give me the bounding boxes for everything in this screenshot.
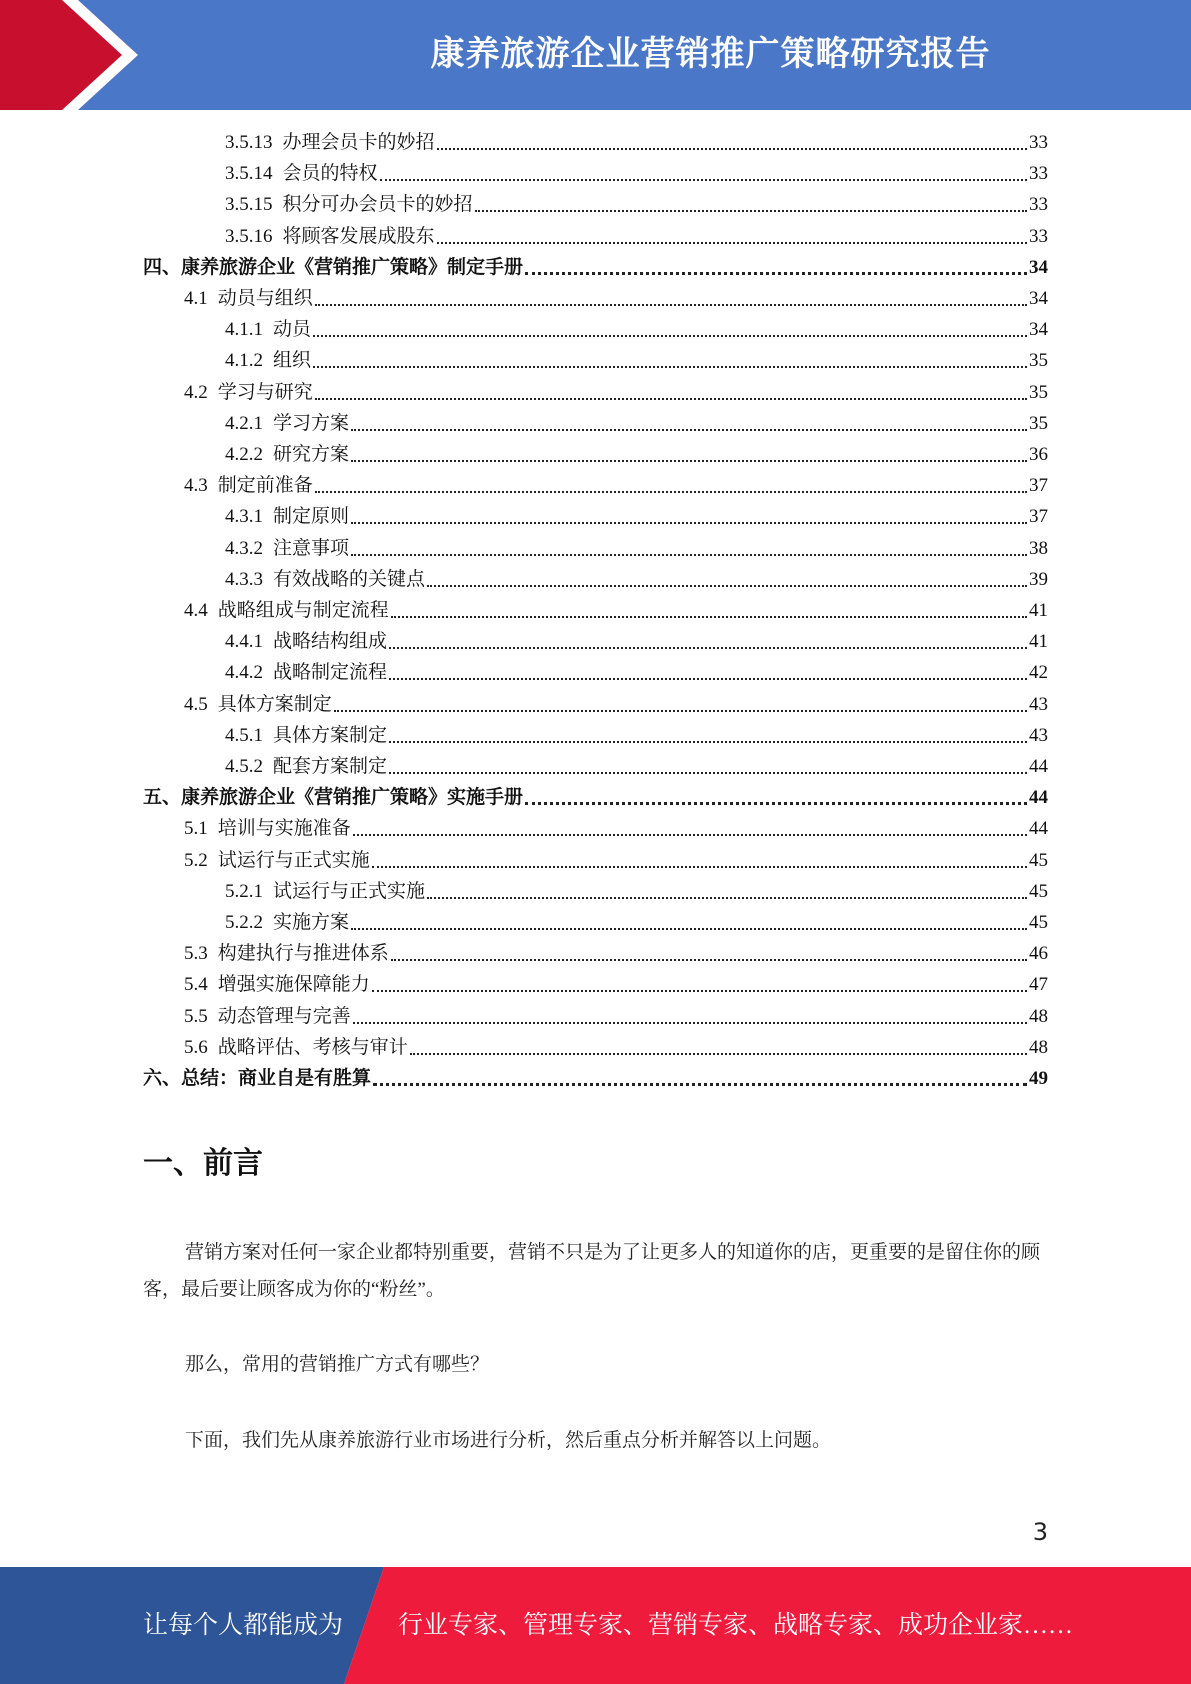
toc-entry-page: 37 [1029, 475, 1048, 497]
toc-entry-page: 43 [1029, 693, 1048, 715]
toc-dot-leader [315, 398, 1027, 400]
toc-entry[interactable] [225, 534, 1048, 562]
toc-entry-number: 4.2 [184, 381, 208, 403]
toc-dot-leader [391, 959, 1027, 961]
toc-entry-number: 3.5.16 [225, 225, 273, 247]
toc-entry[interactable] [184, 378, 1048, 406]
toc-entry-page: 36 [1029, 444, 1048, 465]
toc-entry-number: 4.4.1 [225, 631, 263, 653]
toc-entry[interactable] [184, 846, 1048, 874]
toc-entry-number: 5.2.1 [225, 880, 263, 902]
toc-entry[interactable] [225, 565, 1048, 593]
toc-entry-title: 战略制定流程 [273, 662, 388, 684]
toc-dot-leader [475, 210, 1027, 212]
toc-entry-page: 41 [1029, 631, 1048, 653]
toc-entry[interactable] [184, 596, 1048, 624]
header-chevron-graphic [0, 0, 160, 110]
toc-entry[interactable] [143, 1064, 1048, 1092]
toc-dot-leader [351, 928, 1027, 930]
toc-entry[interactable] [184, 939, 1048, 967]
toc-dot-leader [372, 990, 1027, 992]
toc-entry-page: 33 [1029, 163, 1048, 185]
toc-entry-number: 4.1.1 [225, 319, 263, 341]
toc-entry-page: 38 [1029, 537, 1048, 559]
toc-entry-title: 动员 [273, 319, 312, 341]
toc-dot-leader [351, 429, 1027, 431]
toc-entry-number: 3.5.15 [225, 194, 273, 216]
toc-entry-title: 制定前准备 [217, 475, 313, 497]
toc-dot-leader [313, 335, 1027, 337]
toc-entry[interactable] [143, 783, 1048, 811]
toc-entry-number: 4.3 [184, 475, 208, 497]
toc-entry-title: 配套方案制定 [273, 756, 388, 777]
document-title: 康养旅游企业营销推广策略研究报告 [430, 34, 991, 74]
toc-entry-page: 41 [1029, 600, 1048, 621]
toc-entry-number: 5.4 [184, 974, 208, 996]
toc-entry-number: 4.5 [184, 693, 208, 715]
toc-dot-leader [437, 242, 1027, 244]
toc-dot-leader [334, 710, 1027, 712]
toc-entry-number: 3.5.13 [225, 132, 273, 153]
toc-entry-number: 4.5.2 [225, 756, 263, 777]
toc-entry-page: 44 [1029, 818, 1048, 840]
toc-entry-number: 5.1 [184, 818, 208, 840]
toc-entry-number: 4.3.2 [225, 537, 263, 559]
toc-entry-title: 战略结构组成 [273, 631, 388, 653]
question-paragraph: 那么，常用的营销推广方式有哪些？ [185, 1354, 490, 1375]
toc-entry[interactable] [225, 877, 1048, 905]
toc-entry-page: 48 [1029, 1005, 1048, 1027]
page-footer [0, 1567, 1191, 1684]
toc-entry-page: 33 [1029, 132, 1048, 153]
toc-dot-leader [389, 772, 1027, 774]
toc-entry-title: 培训与实施准备 [217, 818, 351, 840]
toc-dot-leader [315, 304, 1027, 306]
toc-entry-title: 会员的特权 [282, 163, 378, 185]
toc-entry-title: 有效战略的关键点 [273, 568, 426, 590]
toc-entry-page: 47 [1029, 974, 1048, 996]
toc-entry-page: 45 [1029, 912, 1048, 933]
toc-dot-leader [372, 866, 1027, 868]
toc-entry-title: 注意事项 [273, 537, 350, 559]
toc-dot-leader [353, 834, 1027, 836]
toc-entry-number: 5.6 [184, 1036, 208, 1058]
toc-entry-title: 试运行与正式实施 [273, 880, 426, 902]
toc-dot-leader [389, 741, 1027, 743]
toc-entry-title: 积分可办会员卡的妙招 [282, 194, 473, 216]
toc-entry[interactable] [225, 222, 1048, 250]
toc-entry-title: 办理会员卡的妙招 [282, 132, 435, 153]
toc-entry-page: 34 [1029, 256, 1048, 278]
toc-entry-number: 5.5 [184, 1005, 208, 1027]
toc-entry[interactable] [225, 346, 1048, 374]
toc-entry[interactable] [184, 970, 1048, 998]
toc-dot-leader [315, 491, 1027, 493]
toc-dot-leader [380, 179, 1027, 181]
toc-entry[interactable] [225, 627, 1048, 655]
toc-entry-title: 五、康养旅游企业《营销推广策略》实施手册 [143, 787, 524, 809]
toc-entry-title: 学习方案 [273, 412, 350, 434]
toc-entry-page: 33 [1029, 194, 1048, 216]
toc-entry[interactable] [225, 190, 1048, 218]
toc-dot-leader [427, 897, 1027, 899]
toc-entry-page: 35 [1029, 381, 1048, 403]
toc-entry[interactable] [225, 128, 1048, 156]
toc-entry-number: 4.2.2 [225, 444, 263, 465]
toc-entry-title: 试运行与正式实施 [217, 849, 370, 871]
toc-dot-leader [353, 1022, 1027, 1024]
toc-entry-page: 42 [1029, 662, 1048, 684]
toc-entry[interactable] [143, 253, 1048, 281]
toc-entry-number: 5.3 [184, 943, 208, 965]
toc-entry-number: 5.2 [184, 849, 208, 871]
toc-dot-leader [313, 366, 1027, 368]
toc-entry-number: 3.5.14 [225, 163, 273, 185]
toc-dot-leader [391, 616, 1027, 618]
toc-entry-page: 46 [1029, 943, 1048, 965]
toc-entry-title: 具体方案制定 [273, 724, 388, 746]
toc-entry-title: 构建执行与推进体系 [217, 943, 389, 965]
toc-entry-title: 研究方案 [273, 444, 350, 465]
toc-entry-page: 39 [1029, 568, 1048, 590]
toc-entry-title: 四、康养旅游企业《营销推广策略》制定手册 [143, 256, 524, 278]
toc-entry[interactable] [184, 1033, 1048, 1061]
toc-entry-number: 4.1.2 [225, 350, 263, 372]
page-number: 3 [1032, 1518, 1048, 1546]
toc-entry-title: 战略评估、考核与审计 [217, 1036, 408, 1058]
toc-entry-number: 4.3.3 [225, 568, 263, 590]
toc-entry[interactable] [184, 690, 1048, 718]
toc-entry-title: 实施方案 [273, 912, 350, 933]
toc-entry-page: 48 [1029, 1036, 1048, 1058]
toc-dot-leader [427, 585, 1027, 587]
toc-entry-page: 33 [1029, 225, 1048, 247]
toc-entry-number: 4.4.2 [225, 662, 263, 684]
toc-dot-leader [525, 802, 1027, 805]
toc-entry[interactable] [225, 721, 1048, 749]
toc-dot-leader [351, 460, 1027, 462]
toc-dot-leader [389, 647, 1027, 649]
toc-entry[interactable] [225, 908, 1048, 936]
toc-dot-leader [525, 272, 1027, 275]
toc-entry-title: 组织 [273, 350, 312, 372]
toc-entry[interactable] [225, 658, 1048, 686]
toc-entry[interactable] [225, 752, 1048, 780]
toc-entry-title: 动态管理与完善 [217, 1005, 351, 1027]
toc-entry-title: 战略组成与制定流程 [217, 600, 389, 621]
toc-entry[interactable] [225, 159, 1048, 187]
toc-entry-title: 学习与研究 [217, 381, 313, 403]
footer-slogan-right: 行业专家、管理专家、营销专家、战略专家、成功企业家…… [398, 1612, 1074, 1639]
toc-entry[interactable] [184, 471, 1048, 499]
page-header [0, 0, 1191, 110]
toc-entry-page: 49 [1029, 1068, 1048, 1089]
toc-entry-number: 4.2.1 [225, 412, 263, 434]
toc-entry-page: 34 [1029, 319, 1048, 341]
toc-entry-page: 45 [1029, 849, 1048, 871]
toc-entry-number: 4.3.1 [225, 506, 263, 528]
toc-entry-number: 4.4 [184, 600, 208, 621]
toc-entry-page: 44 [1029, 787, 1048, 809]
toc-entry[interactable] [225, 315, 1048, 343]
toc-entry[interactable] [225, 409, 1048, 437]
toc-entry-page: 35 [1029, 412, 1048, 434]
outline-paragraph: 下面，我们先从康养旅游行业市场进行分析，然后重点分析并解答以上问题。 [185, 1430, 832, 1451]
toc-entry-page: 44 [1029, 756, 1048, 777]
toc-entry-page: 35 [1029, 350, 1048, 372]
toc-entry-number: 4.1 [184, 288, 208, 309]
toc-entry-title: 增强实施保障能力 [217, 974, 370, 996]
toc-entry-title: 六、总结：商业自是有胜算 [143, 1068, 372, 1089]
toc-entry[interactable] [225, 502, 1048, 530]
toc-entry-page: 43 [1029, 724, 1048, 746]
toc-entry[interactable] [225, 440, 1048, 468]
toc-entry[interactable] [184, 814, 1048, 842]
intro-paragraph: 营销方案对任何一家企业都特别重要，营销不只是为了让更多人的知道你的店，更重要的是留住你的顾客，最后要让顾客成为你的“粉丝”。 [143, 1242, 1041, 1300]
toc-dot-leader [373, 1083, 1027, 1086]
toc-dot-leader [351, 522, 1027, 524]
toc-entry-page: 37 [1029, 506, 1048, 528]
toc-entry-number: 5.2.2 [225, 912, 263, 933]
toc-entry-page: 34 [1029, 288, 1048, 309]
toc-entry-number: 4.5.1 [225, 724, 263, 746]
toc-entry[interactable] [184, 284, 1048, 312]
toc-dot-leader [389, 678, 1027, 680]
footer-slogan-left: 让每个人都能成为 [143, 1612, 344, 1639]
toc-entry-title: 动员与组织 [217, 288, 313, 309]
toc-dot-leader [437, 148, 1027, 150]
toc-entry-title: 将顾客发展成股东 [282, 225, 435, 247]
toc-entry-page: 45 [1029, 880, 1048, 902]
toc-entry[interactable] [184, 1002, 1048, 1030]
toc-dot-leader [351, 554, 1027, 556]
toc-entry-title: 制定原则 [273, 506, 350, 528]
toc-entry-title: 具体方案制定 [217, 693, 332, 715]
toc-dot-leader [410, 1053, 1027, 1055]
section-heading: 一、前言 [143, 1146, 263, 1181]
